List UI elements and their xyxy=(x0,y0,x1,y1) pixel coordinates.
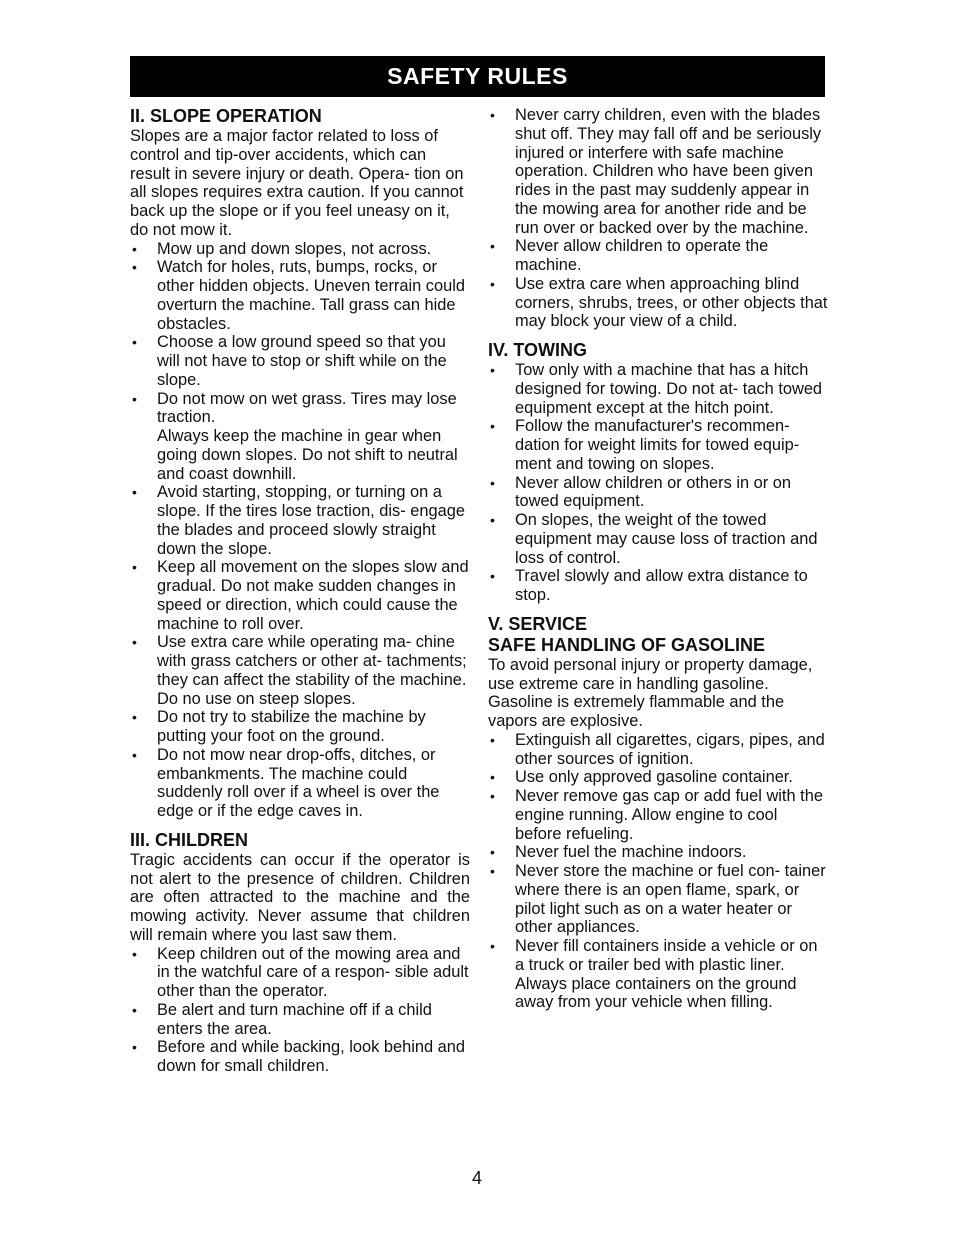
children-list-right xyxy=(488,106,828,331)
right-column xyxy=(488,106,828,1012)
list-item: • Do not mow on wet grass. Tires may lose traction. Always keep the machine in gear when going down slopes. Do not shift to neutral and coast downhill. xyxy=(130,390,470,484)
list-item: • Travel slowly and allow extra distance to stop. xyxy=(488,567,828,605)
banner-title: SAFETY RULES xyxy=(387,63,568,89)
list-item: • Tow only with a machine that has a hitch designed for towing. Do not at- tach towed equipment except at the hitch point. xyxy=(488,361,828,417)
section-banner xyxy=(130,56,825,97)
service-heading: V. SERVICE xyxy=(488,613,588,634)
list-item: • Extinguish all cigarettes, cigars, pipes, and other sources of ignition. xyxy=(488,731,828,769)
list-item: • Never allow children to operate the machine. xyxy=(488,237,828,275)
list-item: • Be alert and turn machine off if a child enters the area. xyxy=(130,1001,470,1039)
list-item: • Use extra care when approaching blind corners, shrubs, trees, or other objects that may block your view of a child. xyxy=(488,275,828,331)
slope-operation-heading: II. SLOPE OPERATION xyxy=(130,106,322,126)
list-item: • Watch for holes, ruts, bumps, rocks, or other hidden objects. Uneven terrain could overturn the machine. Tall grass can hide obstacles. xyxy=(130,258,470,333)
list-item: • Never fill containers inside a vehicle or on a truck or trailer bed with plastic liner. Always place containers on the ground away from your vehicle when filling. xyxy=(488,937,828,1012)
list-item: • Never carry children, even with the blades shut off. They may fall off and be seriously injured or interfere with safe machine operation. Children who have been given rides in the past may suddenly appear in the mowing area for another ride and be run over or backed over by the machine. xyxy=(488,106,828,237)
list-item: • Follow the manufacturer's recommen- dation for weight limits for towed equip- ment and towing on slopes. xyxy=(488,417,828,473)
towing-list xyxy=(488,361,828,605)
slope-operation-intro: Slopes are a major factor related to loss of control and tip-over accidents, which can result in severe injury or death. Opera- tion on all slopes requires extra caution. If you cannot back up the slope or if you feel uneasy on it, do not mow it. xyxy=(130,127,464,239)
children-intro: Tragic accidents can occur if the operator is not alert to the presence of children. Children are often attracted to the machine and the mowing activity. Never assume that children will remain where you last saw them. xyxy=(130,850,470,944)
service-intro: To avoid personal injury or property damage, use extreme care in handling gasoline. Gasoline is extremely flammable and the vapors are explosive. xyxy=(488,655,813,730)
list-item: • Choose a low ground speed so that you will not have to stop or shift while on the slope. xyxy=(130,333,470,389)
list-item: • Use only approved gasoline container. xyxy=(488,768,828,787)
page-number: 4 xyxy=(471,1168,482,1188)
list-item: • Avoid starting, stopping, or turning on a slope. If the tires lose traction, dis- engage the blades and proceed slowly straight down the slope. xyxy=(130,483,470,558)
list-item: • Keep all movement on the slopes slow and gradual. Do not make sudden changes in speed or direction, which could cause the machine to roll over. xyxy=(130,558,470,633)
list-item: • Use extra care while operating ma- chine with grass catchers or other at- tachments; they can affect the stability of the machine. Do no use on steep slopes. xyxy=(130,633,470,708)
list-item: • Do not try to stabilize the machine by putting your foot on the ground. xyxy=(130,708,470,746)
list-item: • On slopes, the weight of the towed equipment may cause loss of traction and loss of control. xyxy=(488,511,828,567)
list-item: • Never fuel the machine indoors. xyxy=(488,843,828,862)
list-item: • Never remove gas cap or add fuel with the engine running. Allow engine to cool before refueling. xyxy=(488,787,828,843)
slope-operation-list xyxy=(130,240,470,821)
list-item: • Keep children out of the mowing area and in the watchful care of a respon- sible adult other than the operator. xyxy=(130,945,470,1001)
list-item: • Before and while backing, look behind and down for small children. xyxy=(130,1038,470,1076)
left-column xyxy=(130,106,470,1076)
list-item: • Do not mow near drop-offs, ditches, or embankments. The machine could suddenly roll over if a wheel is over the edge or if the edge caves in. xyxy=(130,746,470,821)
towing-heading: IV. TOWING xyxy=(488,340,588,360)
list-item-continuation: Always keep the machine in gear when going down slopes. Do not shift to neutral and coast downhill. xyxy=(157,427,458,483)
gasoline-subheading: SAFE HANDLING OF GASOLINE xyxy=(488,634,766,655)
gasoline-list xyxy=(488,731,828,1012)
list-item: • Never allow children or others in or on towed equipment. xyxy=(488,474,828,512)
children-list-left xyxy=(130,945,470,1076)
children-heading: III. CHILDREN xyxy=(130,829,249,850)
list-item: • Never store the machine or fuel con- tainer where there is an open flame, spark, or pilot light such as on a water heater or other appliances. xyxy=(488,862,828,937)
list-item: • Mow up and down slopes, not across. xyxy=(130,240,470,259)
